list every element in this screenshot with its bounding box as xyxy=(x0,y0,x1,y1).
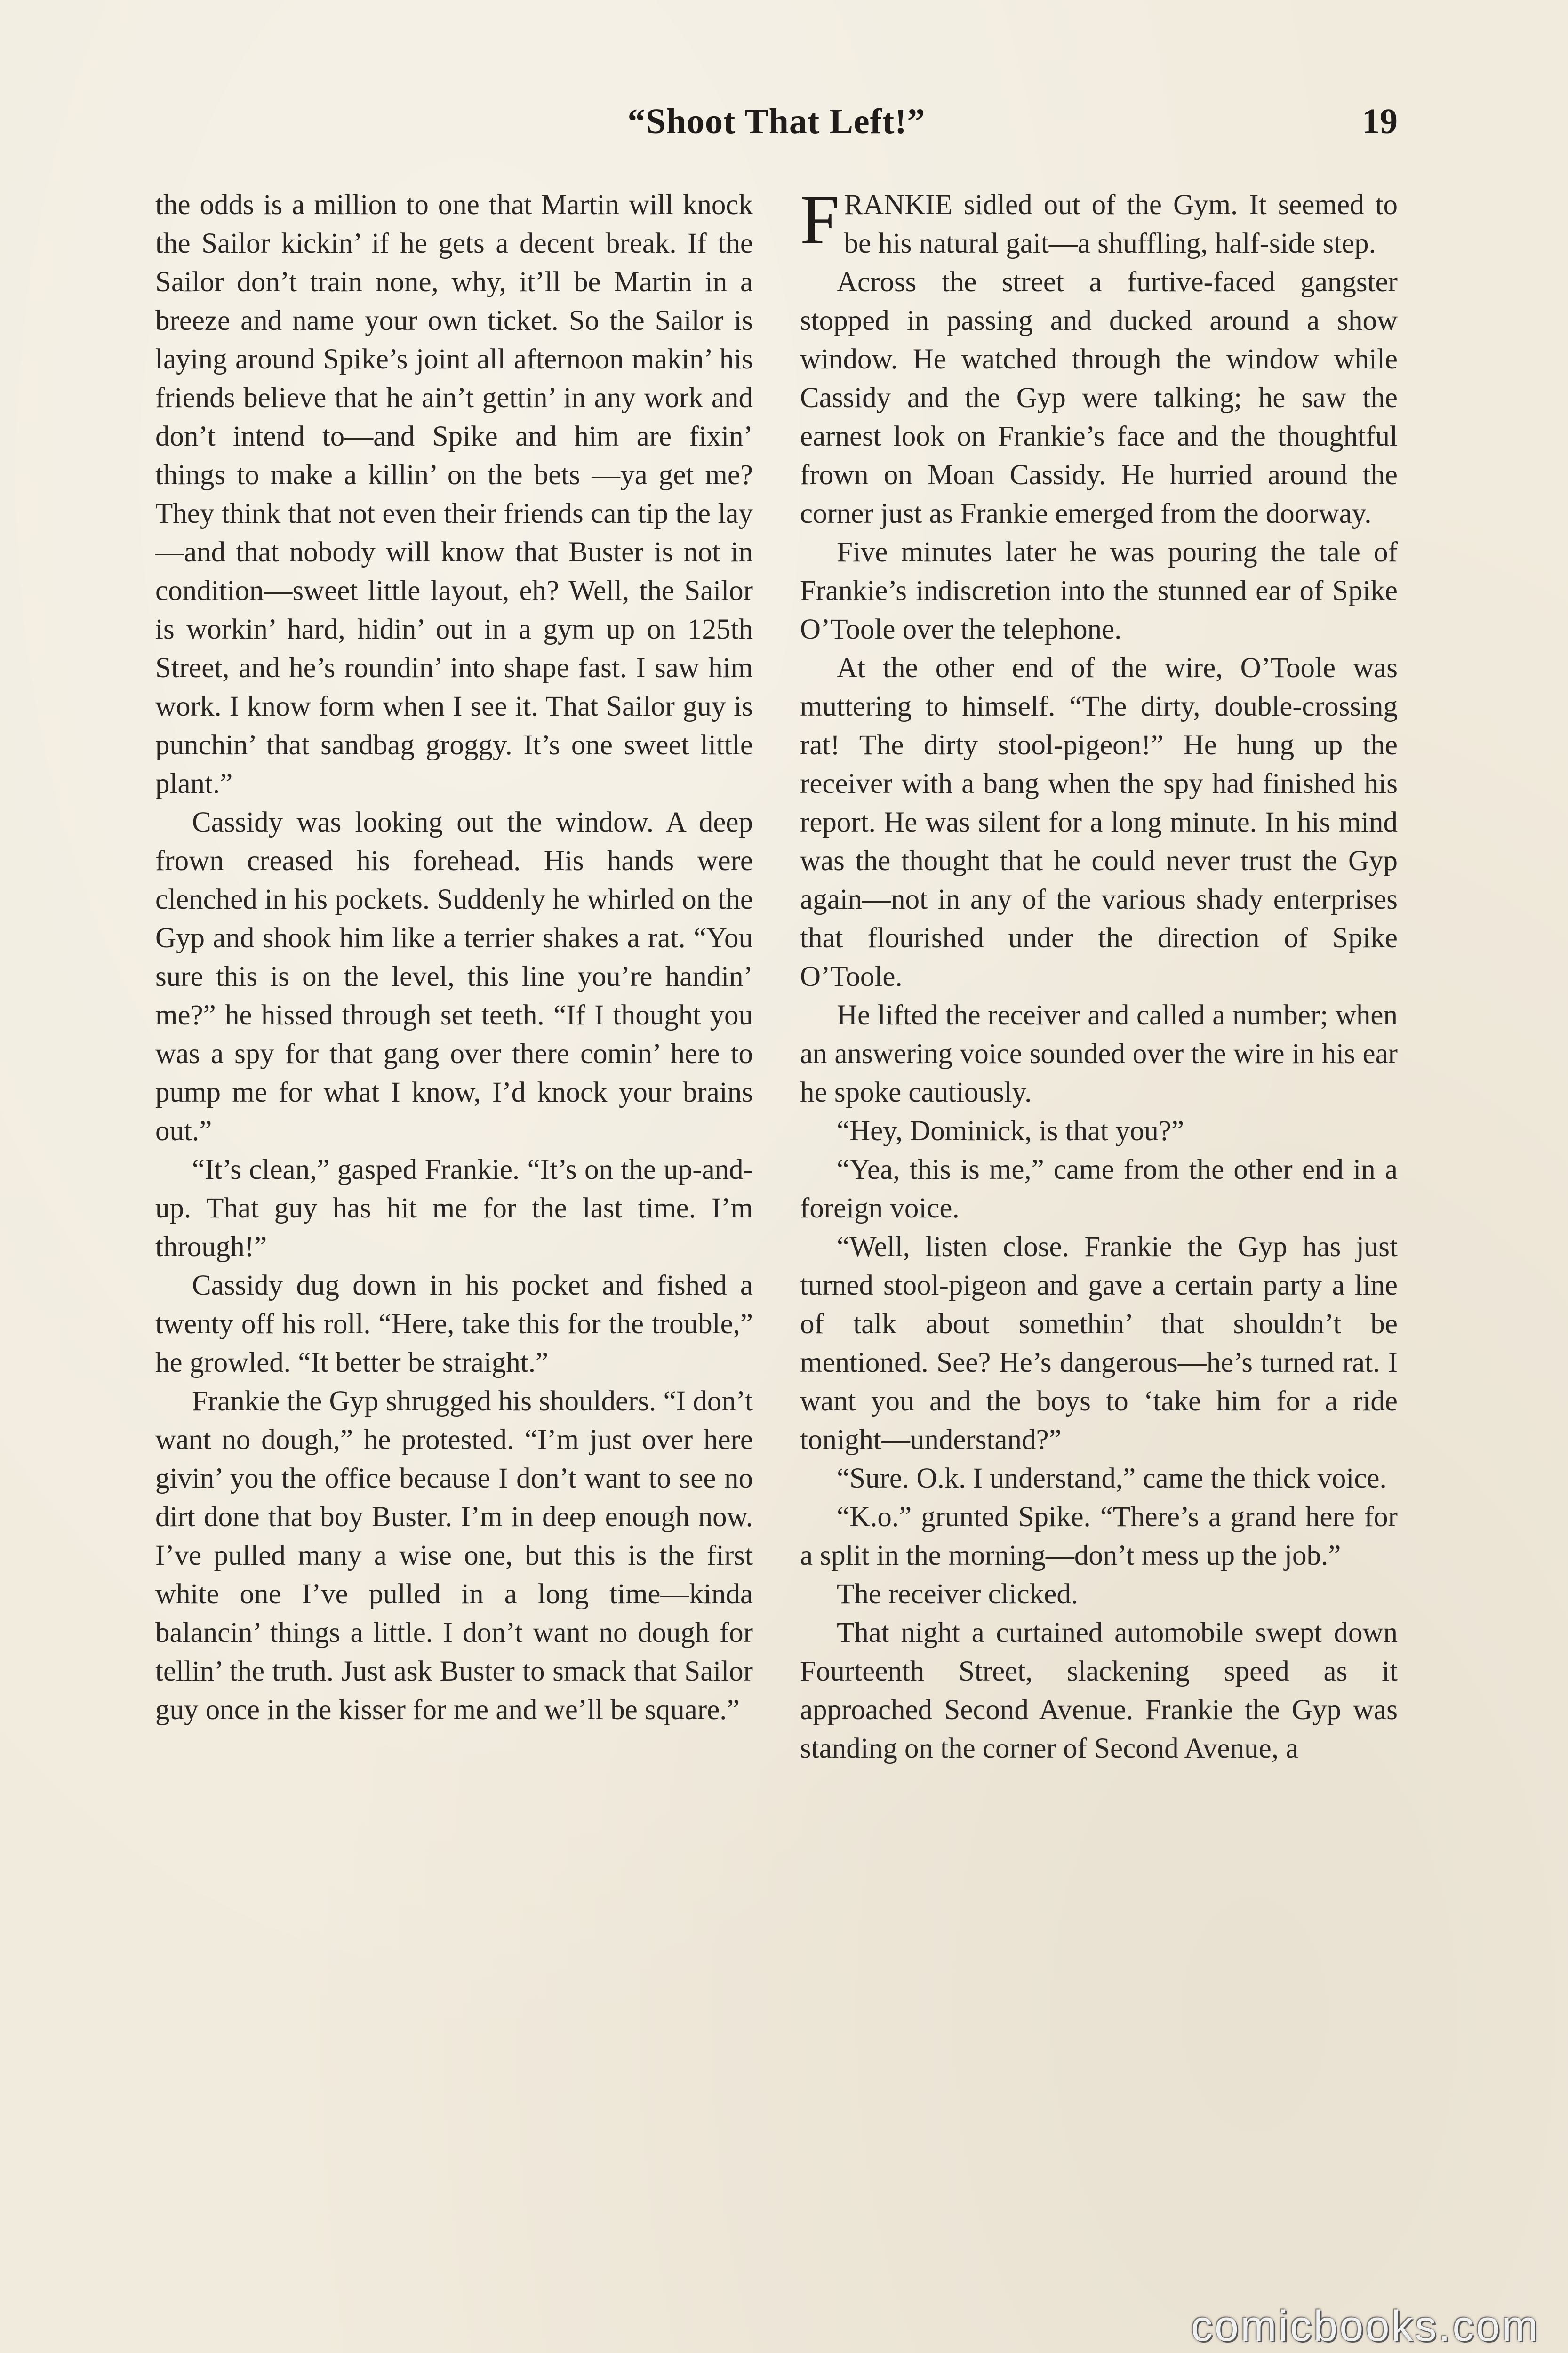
running-head xyxy=(155,101,1398,158)
opening-paragraph-text: RANKIE sidled out of the Gym. It seemed to be his natural gait—a shuffling, half-side step. xyxy=(844,189,1398,259)
paragraph: At the other end of the wire, O’Toole was muttering to himself. “The dirty, double-crossing rat! The dirty stool-pigeon!” He hung up the receiver with a bang when the spy had finished his report. He was silent for a long minute. In his mind was the thought that he could never trust the Gyp again—not in any of the various shady enterprises that flourished under the direction of Spike O’Toole. xyxy=(800,652,1398,992)
paragraph: Cassidy was looking out the window. A deep frown creased his forehead. His hands were clenched in his pockets. Suddenly he whirled on the Gyp and shook him like a terrier shakes a rat. “You sure this is on the level, this line you’re handin’ me?” he hissed through set teeth. “If I thought you was a spy for that gang over there comin’ here to pump me for what I know, I’d knock your brains out.” xyxy=(155,807,753,1147)
right-column xyxy=(800,181,1398,2219)
paragraph: “Well, listen close. Frankie the Gyp has just turned stool-pigeon and gave a certain party a line of talk about somethin’ that shouldn’t be mentioned. See? He’s dangerous—he’s turned rat. I want you and the boys to ‘take him for a ride tonight—understand?” xyxy=(800,1231,1398,1456)
story-title: “Shoot That Left!” xyxy=(627,102,926,141)
paragraph: “Sure. O.k. I understand,” came the thick voice. xyxy=(837,1463,1387,1494)
left-column xyxy=(155,186,753,2219)
paragraph: “K.o.” grunted Spike. “There’s a grand here for a split in the morning—don’t mess up the job.” xyxy=(800,1501,1398,1571)
paragraph: He lifted the receiver and called a number; when an answering voice sounded over the wire in his ear he spoke cautiously. xyxy=(800,1000,1398,1108)
opening-paragraph xyxy=(800,181,1398,263)
paragraph: “Yea, this is me,” came from the other end in a foreign voice. xyxy=(800,1154,1398,1224)
site-watermark: comicbooks.com xyxy=(1191,2302,1540,2350)
paragraph: “Hey, Dominick, is that you?” xyxy=(837,1115,1184,1147)
page-number: 19 xyxy=(1362,102,1398,141)
text-columns xyxy=(155,181,1398,2219)
paragraph: “It’s clean,” gasped Frankie. “It’s on the up-and-up. That guy has hit me for the last time. I’m through!” xyxy=(155,1154,753,1263)
paragraph: Five minutes later he was pouring the tale of Frankie’s indiscretion into the stunned ear of Spike O’Toole over the telephone. xyxy=(800,536,1398,645)
paragraph: Frankie the Gyp shrugged his shoulders. “I don’t want no dough,” he protested. “I’m just over here givin’ you the office because I don’t want to see no dirt done that boy Buster. I’m in deep enough now. I’ve pulled many a wise one, but this is the first white one I’ve pulled in a long time—kinda balancin’ things a little. I don’t want no dough for tellin’ the truth. Just ask Buster to smack that Sailor guy once in the kisser for me and we’ll be square.” xyxy=(155,1385,753,1726)
paragraph: Cassidy dug down in his pocket and fished a twenty off his roll. “Here, take this for the trouble,” he growled. “It better be straight.” xyxy=(155,1270,753,1378)
paragraph: the odds is a million to one that Martin will knock the Sailor kickin’ if he gets a decent break. If the Sailor don’t train none, why, it’ll be Martin in a breeze and name your own ticket. So the Sailor is laying around Spike’s joint all afternoon makin’ his friends believe that he ain’t gettin’ in any work and don’t intend to—and Spike and him are fixin’ things to make a killin’ on the bets —ya get me? They think that not even their friends can tip the lay—and that nobody will know that Buster is not in condition—sweet little layout, eh? Well, the Sailor is workin’ hard, hidin’ out in a gym up on 125th Street, and he’s roundin’ into shape fast. I saw him work. I know form when I see it. That Sailor guy is punchin’ that sandbag groggy. It’s one sweet little plant.” xyxy=(155,189,753,800)
paragraph: The receiver clicked. xyxy=(837,1578,1079,1610)
drop-cap: F xyxy=(800,181,840,259)
paragraph: Across the street a furtive-faced gangster stopped in passing and ducked around a show window. He watched through the window while Cassidy and the Gyp were talking; he saw the earnest look on Frankie’s face and the thoughtful frown on Moan Cassidy. He hurried around the corner just as Frankie emerged from the doorway. xyxy=(800,266,1398,529)
paragraph: That night a curtained automobile swept down Fourteenth Street, slackening speed as it approached Second Avenue. Frankie the Gyp was standing on the corner of Second Avenue, a xyxy=(800,1617,1398,1764)
